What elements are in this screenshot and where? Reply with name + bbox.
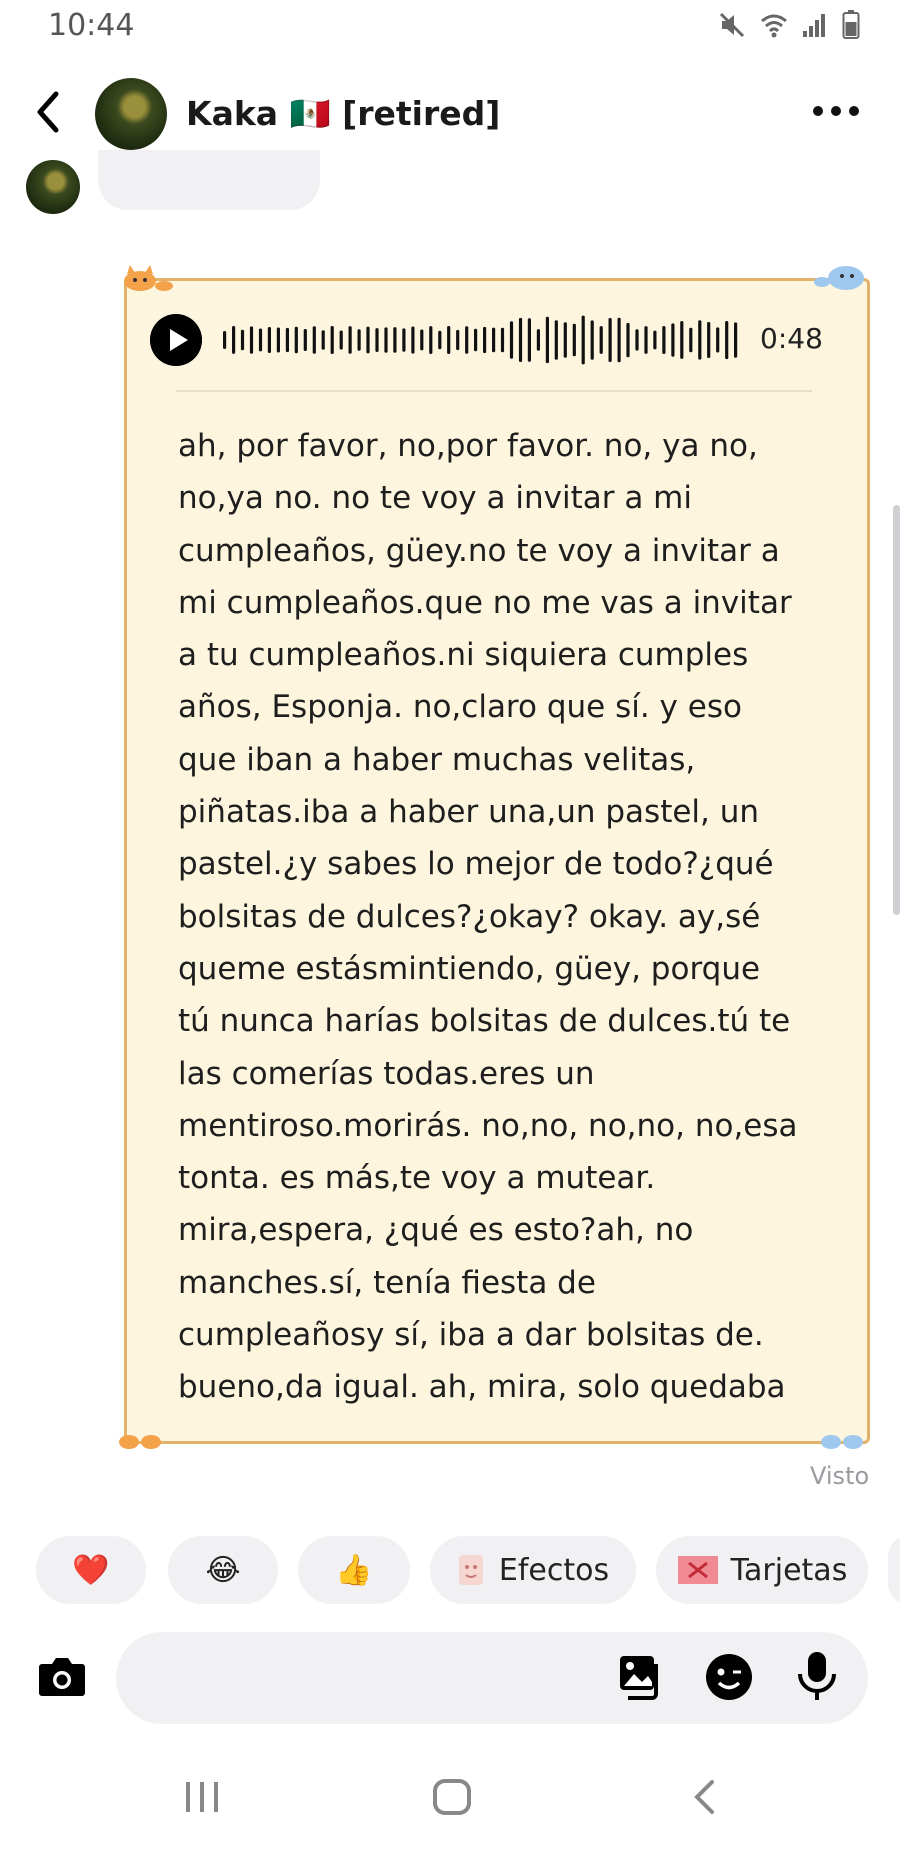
- transcript-line: mentiroso.morirás. no,no, no,no, no,esa: [178, 1107, 798, 1144]
- waveform-bar: [313, 326, 316, 354]
- waveform-bar: [322, 330, 325, 350]
- battery-icon: [842, 10, 860, 40]
- waveform-bar: [358, 329, 361, 351]
- cat-sticker-icon: [118, 262, 176, 292]
- waveform-bar: [644, 326, 647, 354]
- thumbs-up-reaction-button[interactable]: [298, 1536, 410, 1604]
- transcript-line: cumpleaños, güey.no te voy a invitar a: [178, 532, 780, 569]
- waveform-bar: [384, 327, 387, 352]
- waveform-bar: [241, 330, 244, 351]
- status-icons: [718, 10, 860, 40]
- waveform-bar: [304, 329, 307, 351]
- waveform-bar: [546, 317, 549, 363]
- waveform-bar: [662, 326, 665, 354]
- wifi-icon: [760, 11, 788, 39]
- waveform-bar: [716, 327, 719, 352]
- waveform-bar: [492, 328, 495, 353]
- waveform-bar: [573, 324, 576, 357]
- waveform-bar: [456, 330, 459, 350]
- waveform-bar: [591, 320, 594, 359]
- more-actions-pill[interactable]: [888, 1536, 900, 1604]
- waveform-bar: [411, 327, 414, 354]
- waveform-bar: [366, 327, 369, 354]
- waveform-bar: [725, 321, 728, 359]
- waveform-bar: [501, 328, 504, 353]
- status-time: 10:44: [48, 8, 135, 43]
- waveform-bar: [447, 326, 450, 354]
- audio-waveform[interactable]: [222, 308, 742, 372]
- more-dots-icon[interactable]: [808, 96, 864, 126]
- waveform-bar: [537, 329, 540, 351]
- contact-avatar[interactable]: [95, 78, 167, 150]
- transcript-line: bolsitas de dulces?¿okay? okay. ay,sé: [178, 898, 761, 935]
- scrollbar[interactable]: [893, 505, 900, 915]
- waveform-bar: [671, 323, 674, 356]
- laughing-face-icon: 😂: [205, 1552, 241, 1588]
- audio-duration: 0:48: [760, 322, 823, 355]
- waveform-bar: [375, 328, 378, 352]
- card-divider: [176, 390, 812, 392]
- waveform-bar: [232, 326, 235, 354]
- waveform-bar: [609, 318, 612, 362]
- waveform-bar: [564, 322, 567, 358]
- paws-right-icon: [818, 1430, 868, 1452]
- transcript-line: ah, por favor, no,por favor. no, ya no,: [178, 428, 758, 464]
- waveform-bar: [698, 320, 701, 359]
- waveform-bar: [707, 322, 710, 358]
- transcript-line: las comerías todas.eres un: [178, 1055, 595, 1092]
- waveform-bar: [259, 329, 262, 352]
- waveform-bar: [286, 328, 289, 352]
- dog-sticker-icon: [812, 260, 868, 292]
- waveform-bar: [555, 320, 558, 360]
- waveform-bar: [438, 331, 441, 349]
- transcript-line: bueno,da igual. ah, mira, solo quedaba: [178, 1369, 786, 1406]
- waveform-bar: [223, 331, 226, 349]
- waveform-bar: [429, 326, 432, 354]
- message-input[interactable]: [116, 1632, 868, 1724]
- transcript-line: a tu cumpleaños.ni siquiera cumples: [178, 637, 749, 674]
- waveform-bar: [734, 322, 737, 357]
- effects-label: Efectos: [498, 1552, 610, 1588]
- home-button[interactable]: [432, 1778, 472, 1816]
- effects-icon: [457, 1553, 485, 1587]
- nav-back-button[interactable]: [690, 1778, 718, 1816]
- transcript-line: piñatas.iba a haber una,un pastel, un: [178, 794, 760, 831]
- transcript-line: pastel.¿y sabes lo mejor de todo?¿qué: [178, 846, 774, 883]
- gift-card-icon: [677, 1553, 719, 1587]
- transcript-text: [178, 420, 828, 1414]
- transcript-line: que iban a haber muchas velitas,: [178, 741, 696, 778]
- camera-button[interactable]: [36, 1650, 88, 1702]
- signal-icon: [802, 11, 828, 39]
- contact-name[interactable]: Kaka 🇲🇽 [retired]: [186, 94, 501, 133]
- waveform-bar: [331, 326, 334, 354]
- waveform-bar: [618, 318, 621, 362]
- transcript-line: manches.sí, tenía fiesta de: [178, 1264, 596, 1301]
- cards-button[interactable]: [656, 1536, 868, 1604]
- transcript-line: tú nunca harías bolsitas de dulces.tú te: [178, 1003, 791, 1040]
- waveform-bar: [393, 327, 396, 353]
- thumbs-up-icon: 👍: [335, 1552, 373, 1588]
- waveform-bar: [483, 327, 486, 353]
- waveform-bar: [680, 321, 683, 359]
- waveform-bar: [600, 326, 603, 354]
- transcript-line: tonta. es más,te voy a mutear.: [178, 1160, 656, 1197]
- waveform-bar: [474, 329, 477, 352]
- waveform-bar: [519, 318, 522, 362]
- heart-icon: ❤️: [72, 1552, 110, 1588]
- mute-icon: [718, 11, 746, 39]
- play-button[interactable]: [150, 314, 202, 366]
- waveform-bar: [510, 321, 513, 358]
- heart-reaction-button[interactable]: [36, 1536, 146, 1604]
- waveform-bar: [277, 328, 280, 353]
- waveform-bar: [295, 327, 298, 354]
- gallery-icon[interactable]: [616, 1652, 666, 1702]
- transcript-line: años, Esponja. no,claro que sí. y eso: [178, 689, 742, 726]
- waveform-bar: [349, 326, 352, 354]
- laugh-reaction-button[interactable]: [168, 1536, 278, 1604]
- waveform-bar: [340, 331, 343, 350]
- waveform-bar: [653, 331, 656, 350]
- waveform-bar: [528, 318, 531, 362]
- transcript-line: mi cumpleaños.que no me vas a invitar: [178, 584, 792, 621]
- effects-button[interactable]: [430, 1536, 636, 1604]
- waveform-bar: [465, 326, 468, 353]
- waveform-bar: [420, 330, 423, 351]
- previous-message-bubble[interactable]: [98, 150, 320, 210]
- transcript-line: no,ya no. no te voy a invitar a mi: [178, 480, 692, 517]
- sticker-icon[interactable]: [704, 1652, 754, 1702]
- waveform-bar: [626, 323, 629, 357]
- waveform-bar: [689, 328, 692, 353]
- transcript-line: mira,espera, ¿qué es esto?ah, no: [178, 1212, 694, 1249]
- back-button[interactable]: [28, 86, 68, 138]
- waveform-bar: [250, 326, 253, 353]
- transcript-line: queme estásmintiendo, güey, porque: [178, 950, 761, 987]
- paws-left-icon: [116, 1430, 166, 1452]
- seen-status: Visto: [810, 1462, 870, 1490]
- waveform-bar: [635, 329, 638, 350]
- recent-apps-button[interactable]: [182, 1780, 222, 1814]
- microphone-icon[interactable]: [792, 1650, 842, 1702]
- waveform-bar: [582, 316, 585, 365]
- sender-avatar[interactable]: [26, 160, 80, 214]
- waveform-bar: [268, 327, 271, 353]
- transcript-line: cumpleañosy sí, iba a dar bolsitas de.: [178, 1317, 764, 1354]
- cards-label: Tarjetas: [730, 1552, 848, 1588]
- waveform-bar: [402, 328, 405, 351]
